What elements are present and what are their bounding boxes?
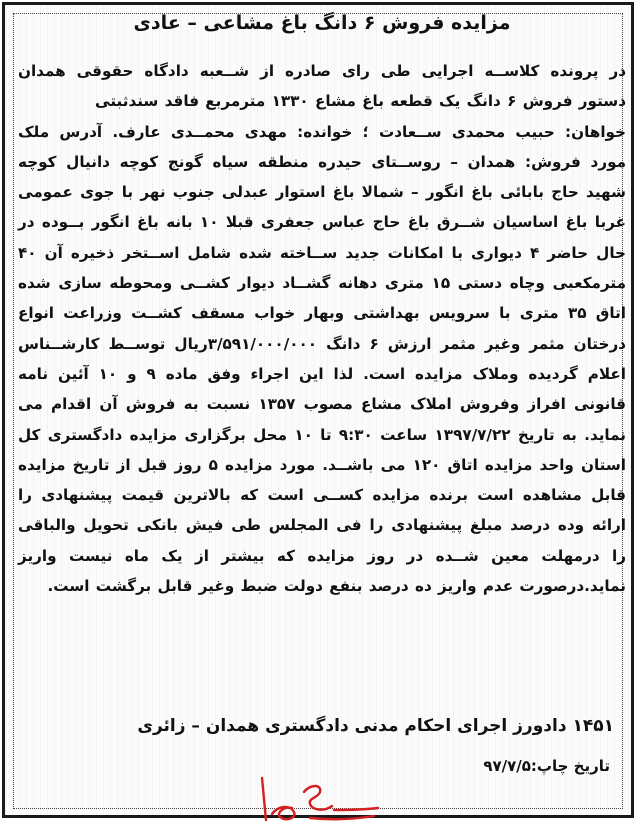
notice-paragraph-details: خواهان: حبیب محمدی ســعادت ؛ خوانده: مهدی محمــدی عارف. آدرس ملک مورد فروش: همدان – روســتای حیدره منطقه سیاه گونج کوچه دانیال کوچه شهید حاج بابائی باغ انگور – شمالا باغ استوار عبدلی جنوب نهر با جوی عمومی غربا باغ اساسیان شــرق باغ حاج عباس جعفری قبلا ۱۰ بانه باغ انگور بــوده در حال حاضر ۴ دیواری با امکانات جدید ســاخته شده شامل اســتخر ذخیره آن ۴۰ مترمکعبی وچاه دستی ۱۵ متری دهانه گشــاد دیوار کشــی ومحوطه سازی شده اتاق ۳۵ متری با سرویس بهداشتی وبهار خواب مسقف کشــت وزراعت انواع درختان مثمر وغیر مثمر ارزش ۶ دانگ ۳/۵۹۱/۰۰۰/۰۰۰ریال توســط کارشــناس اعلام گردیده وملاک مزایده است. لذا این اجراء وفق ماده ۹ و ۱۰ آئین نامه قانونی افراز وفروش املاک مشاع مصوب ۱۳۵۷ نسبت به فروش آن اقدام می نماید. به تاریخ ۱۳۹۷/۷/۲۲ ساعت ۹:۳۰ تا ۱۰ محل برگزاری مزایده دادگستری کل استان واحد مزایده اتاق ۱۲۰ می باشــد. مورد مزایده ۵ روز قبل از تاریخ مزایده قابل مشاهده است برنده مزایده کســی است که بالاترین قیمت پیشنهادی را ارائه وده درصد مبلغ پیشنهادی را فی المجلس طی فیش بانکی تحویل والباقی را درمهلت معین شــده در روز مزایده که بیشتر از یک ماه نیست واریز نماید.درصورت عدم واریز ده درصد بنفع دولت ضبط وغیر قابل برگشت است. xyxy=(18,122,627,596)
notice-signature: ۱۴۵۱ دادورز اجرای احکام مدنی دادگستری همدان – زائری xyxy=(137,716,614,736)
notice-paragraph-intro: در پرونده کلاســه اجرایی طی رای صادره از شــعبه دادگاه حقوقی همدان دستور فروش ۶ دانگ یک قطعه باغ مشاع ۱۳۳۰ مترمربع فاقد سندثبتی xyxy=(18,62,626,111)
notice-body xyxy=(18,56,626,601)
print-date: تاریخ چاپ:۹۷/۷/۵ xyxy=(483,757,610,775)
handwritten-number-mark xyxy=(250,770,390,825)
notice-title: مزایده فروش ۶ دانگ باغ مشاعی – عادی xyxy=(133,12,511,34)
